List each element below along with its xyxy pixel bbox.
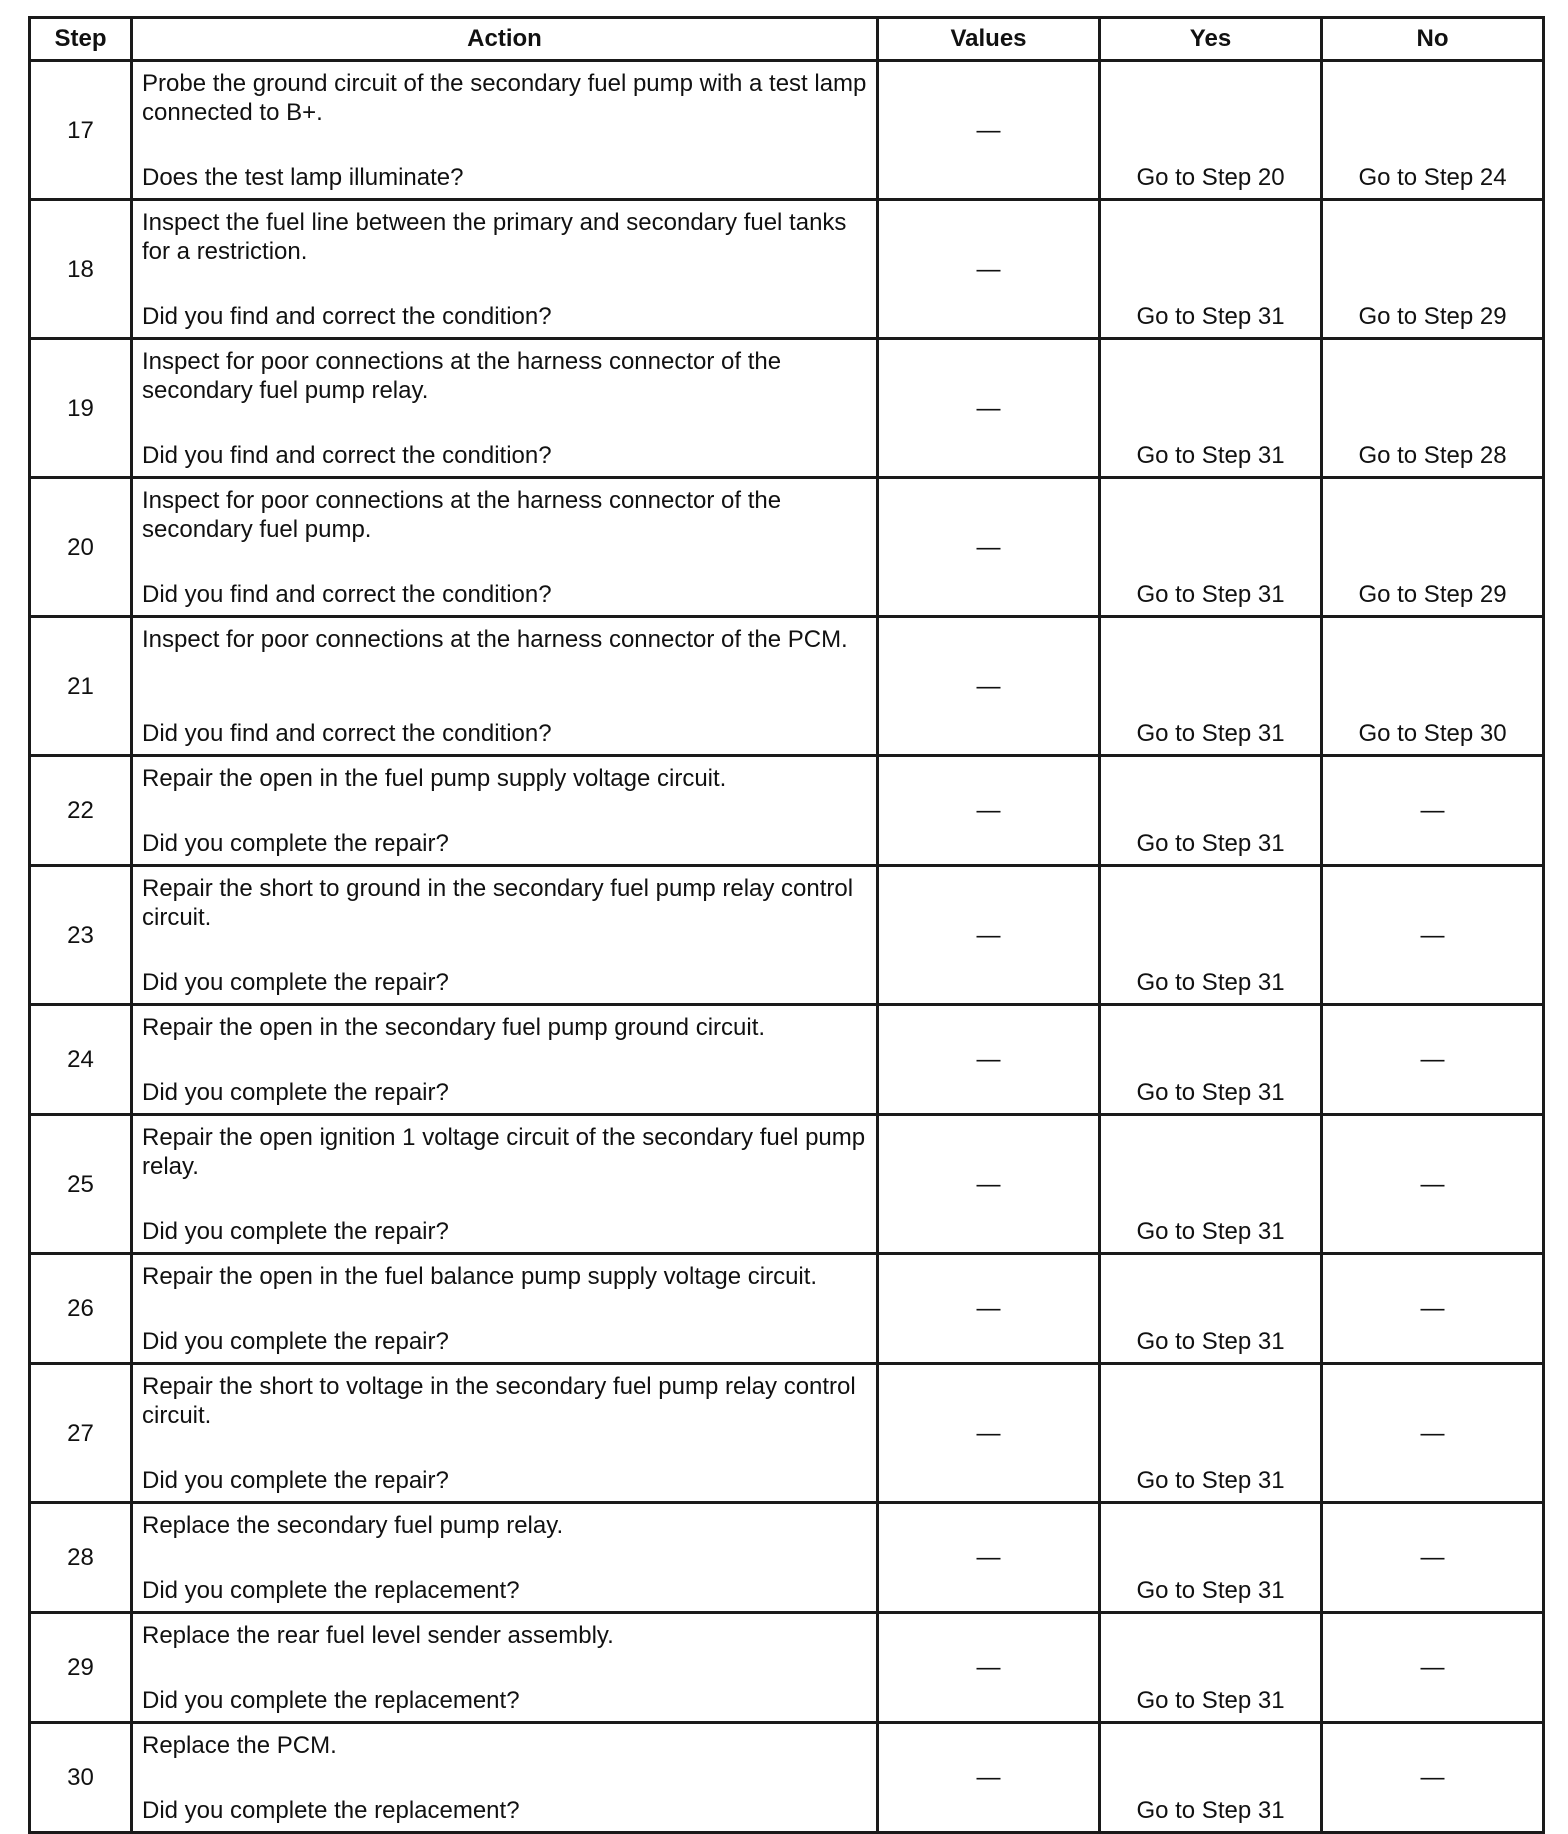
action-cell bbox=[132, 617, 878, 756]
yes-cell: Go to Step 31 bbox=[1100, 866, 1322, 1005]
table-row bbox=[30, 1005, 1544, 1115]
action-cell bbox=[132, 1115, 878, 1254]
diagnostic-table-page bbox=[28, 16, 1542, 1834]
step-number: 23 bbox=[30, 866, 132, 1005]
step-number: 19 bbox=[30, 339, 132, 478]
table-row bbox=[30, 61, 1544, 200]
no-cell: Go to Step 28 bbox=[1322, 339, 1544, 478]
no-cell: Go to Step 24 bbox=[1322, 61, 1544, 200]
table-row bbox=[30, 1503, 1544, 1613]
action-question: Did you complete the repair? bbox=[142, 969, 449, 996]
table-row bbox=[30, 866, 1544, 1005]
yes-cell: Go to Step 31 bbox=[1100, 1115, 1322, 1254]
yes-cell: Go to Step 31 bbox=[1100, 200, 1322, 339]
table-row bbox=[30, 478, 1544, 617]
table-row bbox=[30, 617, 1544, 756]
no-cell: — bbox=[1322, 756, 1544, 866]
action-question: Did you complete the replacement? bbox=[142, 1577, 520, 1604]
table-row bbox=[30, 1364, 1544, 1503]
yes-cell: Go to Step 31 bbox=[1100, 617, 1322, 756]
action-instruction: Inspect for poor connections at the harness connector of the secondary fuel pump relay. bbox=[142, 348, 782, 404]
action-cell bbox=[132, 1005, 878, 1115]
header-yes: Yes bbox=[1100, 18, 1322, 61]
action-cell bbox=[132, 61, 878, 200]
action-question: Did you find and correct the condition? bbox=[142, 303, 552, 330]
action-question: Did you complete the repair? bbox=[142, 1218, 449, 1245]
action-instruction: Replace the secondary fuel pump relay. bbox=[142, 1512, 564, 1539]
header-no: No bbox=[1322, 18, 1544, 61]
action-cell bbox=[132, 1254, 878, 1364]
action-cell bbox=[132, 339, 878, 478]
yes-cell: Go to Step 31 bbox=[1100, 1254, 1322, 1364]
action-cell bbox=[132, 866, 878, 1005]
values-cell: — bbox=[878, 617, 1100, 756]
step-number: 30 bbox=[30, 1723, 132, 1833]
yes-cell: Go to Step 31 bbox=[1100, 756, 1322, 866]
values-cell: — bbox=[878, 1613, 1100, 1723]
no-cell: — bbox=[1322, 1723, 1544, 1833]
values-cell: — bbox=[878, 1005, 1100, 1115]
step-number: 28 bbox=[30, 1503, 132, 1613]
no-cell: Go to Step 29 bbox=[1322, 478, 1544, 617]
action-instruction: Repair the open in the secondary fuel pump ground circuit. bbox=[142, 1014, 766, 1041]
action-instruction: Inspect the fuel line between the primary and secondary fuel tanks for a restriction. bbox=[142, 209, 847, 265]
values-cell: — bbox=[878, 478, 1100, 617]
action-question: Did you complete the replacement? bbox=[142, 1797, 520, 1824]
step-number: 25 bbox=[30, 1115, 132, 1254]
step-number: 22 bbox=[30, 756, 132, 866]
values-cell: — bbox=[878, 756, 1100, 866]
action-cell bbox=[132, 200, 878, 339]
values-cell: — bbox=[878, 1254, 1100, 1364]
action-instruction: Repair the short to ground in the secondary fuel pump relay control circuit. bbox=[142, 875, 854, 931]
values-cell: — bbox=[878, 61, 1100, 200]
no-cell: — bbox=[1322, 1115, 1544, 1254]
action-instruction: Repair the open ignition 1 voltage circuit of the secondary fuel pump relay. bbox=[142, 1124, 866, 1180]
table-row bbox=[30, 756, 1544, 866]
action-instruction: Replace the rear fuel level sender assembly. bbox=[142, 1622, 614, 1649]
step-number: 21 bbox=[30, 617, 132, 756]
header-row bbox=[30, 18, 1544, 61]
action-instruction: Replace the PCM. bbox=[142, 1732, 337, 1759]
action-instruction: Inspect for poor connections at the harness connector of the secondary fuel pump. bbox=[142, 487, 782, 543]
no-cell: — bbox=[1322, 1364, 1544, 1503]
values-cell: — bbox=[878, 339, 1100, 478]
action-question: Did you find and correct the condition? bbox=[142, 720, 552, 747]
values-cell: — bbox=[878, 1364, 1100, 1503]
header-step: Step bbox=[30, 18, 132, 61]
step-number: 24 bbox=[30, 1005, 132, 1115]
action-question: Did you complete the repair? bbox=[142, 1467, 449, 1494]
step-number: 27 bbox=[30, 1364, 132, 1503]
no-cell: — bbox=[1322, 1503, 1544, 1613]
table-row bbox=[30, 1115, 1544, 1254]
step-number: 18 bbox=[30, 200, 132, 339]
yes-cell: Go to Step 31 bbox=[1100, 1005, 1322, 1115]
action-question: Did you find and correct the condition? bbox=[142, 442, 552, 469]
no-cell: — bbox=[1322, 1005, 1544, 1115]
action-instruction: Repair the short to voltage in the secondary fuel pump relay control circuit. bbox=[142, 1373, 856, 1429]
no-cell: Go to Step 30 bbox=[1322, 617, 1544, 756]
table-row bbox=[30, 1254, 1544, 1364]
action-question: Does the test lamp illuminate? bbox=[142, 164, 464, 191]
table-row bbox=[30, 339, 1544, 478]
no-cell: Go to Step 29 bbox=[1322, 200, 1544, 339]
action-cell bbox=[132, 1723, 878, 1833]
action-instruction: Repair the open in the fuel balance pump supply voltage circuit. bbox=[142, 1263, 818, 1290]
action-instruction: Probe the ground circuit of the secondary fuel pump with a test lamp connected to B+. bbox=[142, 70, 867, 126]
no-cell: — bbox=[1322, 866, 1544, 1005]
yes-cell: Go to Step 31 bbox=[1100, 1723, 1322, 1833]
action-cell bbox=[132, 1613, 878, 1723]
action-cell bbox=[132, 756, 878, 866]
yes-cell: Go to Step 31 bbox=[1100, 1503, 1322, 1613]
values-cell: — bbox=[878, 1115, 1100, 1254]
values-cell: — bbox=[878, 1723, 1100, 1833]
action-cell bbox=[132, 1364, 878, 1503]
step-number: 26 bbox=[30, 1254, 132, 1364]
action-question: Did you complete the repair? bbox=[142, 1079, 449, 1106]
no-cell: — bbox=[1322, 1254, 1544, 1364]
yes-cell: Go to Step 31 bbox=[1100, 1613, 1322, 1723]
yes-cell: Go to Step 20 bbox=[1100, 61, 1322, 200]
yes-cell: Go to Step 31 bbox=[1100, 478, 1322, 617]
header-values: Values bbox=[878, 18, 1100, 61]
no-cell: — bbox=[1322, 1613, 1544, 1723]
table-row bbox=[30, 200, 1544, 339]
action-question: Did you complete the replacement? bbox=[142, 1687, 520, 1714]
header-action: Action bbox=[132, 18, 878, 61]
step-number: 17 bbox=[30, 61, 132, 200]
yes-cell: Go to Step 31 bbox=[1100, 1364, 1322, 1503]
action-cell bbox=[132, 478, 878, 617]
action-question: Did you complete the repair? bbox=[142, 1328, 449, 1355]
action-question: Did you complete the repair? bbox=[142, 830, 449, 857]
action-instruction: Inspect for poor connections at the harness connector of the PCM. bbox=[142, 626, 848, 653]
table-row bbox=[30, 1723, 1544, 1833]
step-number: 20 bbox=[30, 478, 132, 617]
diagnostic-table bbox=[28, 16, 1545, 1834]
values-cell: — bbox=[878, 1503, 1100, 1613]
action-cell bbox=[132, 1503, 878, 1613]
table-row bbox=[30, 1613, 1544, 1723]
values-cell: — bbox=[878, 200, 1100, 339]
action-instruction: Repair the open in the fuel pump supply voltage circuit. bbox=[142, 765, 727, 792]
action-question: Did you find and correct the condition? bbox=[142, 581, 552, 608]
values-cell: — bbox=[878, 866, 1100, 1005]
yes-cell: Go to Step 31 bbox=[1100, 339, 1322, 478]
step-number: 29 bbox=[30, 1613, 132, 1723]
